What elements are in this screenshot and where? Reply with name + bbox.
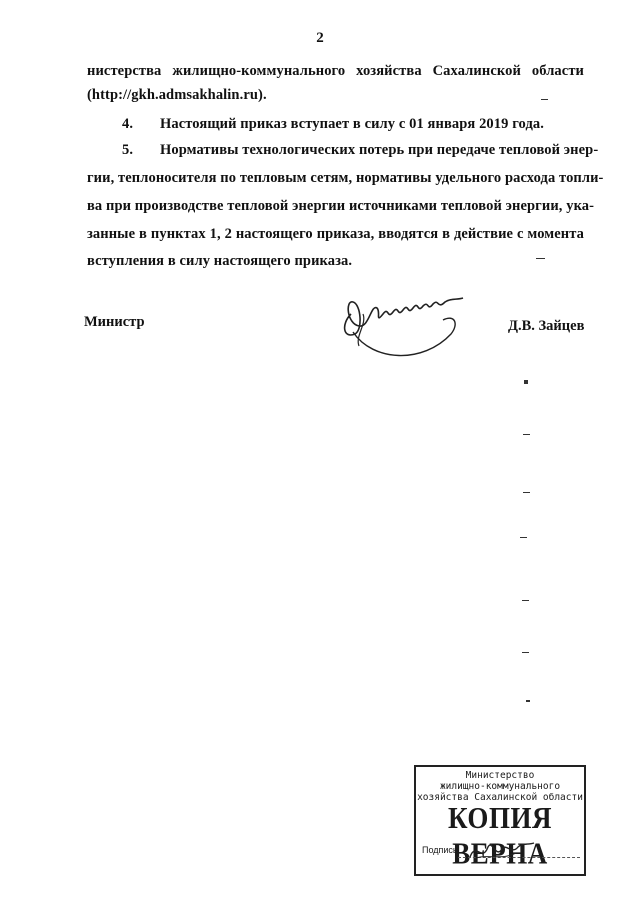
page-number: 2 xyxy=(316,30,324,46)
paragraph-line: гии, теплоносителя по тепловым сетям, нормативы удельного расхода топли- xyxy=(87,170,604,186)
scan-artifact xyxy=(520,537,527,538)
scan-artifact xyxy=(526,700,530,702)
item-4 xyxy=(122,116,544,133)
stamp-line: Министерство xyxy=(465,770,535,781)
scan-artifact xyxy=(541,99,548,100)
item-text: Нормативы технологических потерь при передаче тепловой энер- xyxy=(160,142,599,158)
stamp-signature xyxy=(466,835,536,869)
certified-copy-stamp xyxy=(414,765,586,876)
scan-artifact xyxy=(524,380,528,384)
stamp-line: жилищно-коммунального xyxy=(439,781,561,792)
item-5 xyxy=(122,142,599,159)
scan-artifact xyxy=(523,492,530,493)
signatory-name: Д.В. Зайцев xyxy=(508,318,585,334)
paragraph-line: (http://gkh.admsakhalin.ru). xyxy=(87,87,267,103)
stamp-sign-label: Подпись xyxy=(422,845,458,855)
paragraph-line: ва при производстве тепловой энергии источниками тепловой энергии, ука- xyxy=(87,198,595,214)
item-number: 5. xyxy=(122,142,134,158)
item-text: Настоящий приказ вступает в силу с 01 января 2019 года. xyxy=(160,116,544,132)
item-number: 4. xyxy=(122,116,134,132)
scan-artifact xyxy=(522,600,529,601)
scan-artifact xyxy=(523,434,530,435)
handwritten-signature xyxy=(333,284,473,369)
scan-artifact xyxy=(522,652,529,653)
scan-artifact xyxy=(536,258,545,259)
paragraph-line: вступления в силу настоящего приказа. xyxy=(87,253,353,269)
paragraph-line: нистерства жилищно-коммунального хозяйства Сахалинской области xyxy=(87,63,584,79)
paragraph-line: занные в пунктах 1, 2 настоящего приказа, вводятся в действие с момента xyxy=(87,226,584,242)
stamp-main-text: КОПИЯ ВЕРНА xyxy=(448,800,552,871)
signatory-title: Министр xyxy=(84,314,145,330)
stamp-line: хозяйства Сахалинской области xyxy=(417,792,583,803)
